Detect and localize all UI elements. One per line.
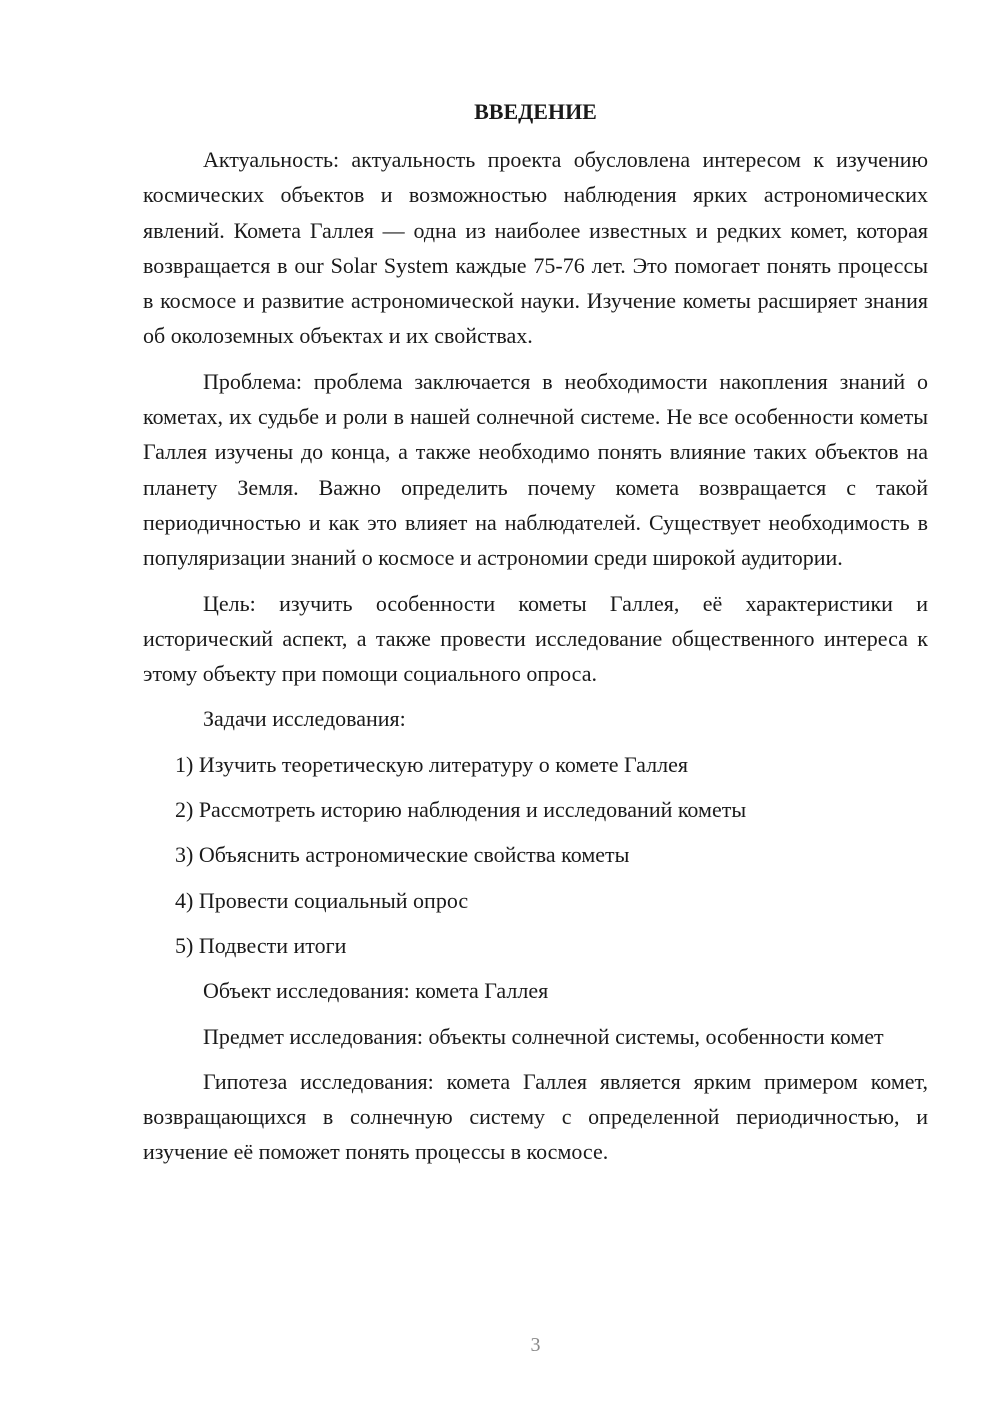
hypothesis-paragraph: Гипотеза исследования: комета Галлея является ярким примером комет, возвращающихся в солнечную систему с определенной периодичностью, и изучение её поможет понять процессы в космосе.: [143, 1068, 928, 1165]
task-item-1: 1) Изучить теоретическую литературу о комете Галлея: [175, 751, 688, 777]
task-item-5: 5) Подвести итоги: [175, 932, 347, 958]
page-number: 3: [530, 1334, 541, 1356]
document-page: [143, 0, 928, 1414]
page-title: ВВЕДЕНИЕ: [474, 99, 597, 124]
object-paragraph: Объект исследования: комета Галлея: [203, 978, 549, 1004]
task-list: [143, 747, 928, 963]
subject-paragraph: Предмет исследования: объекты солнечной системы, особенности комет: [203, 1023, 884, 1049]
goal-paragraph: Цель: изучить особенности кометы Галлея, её характеристики и исторический аспект, а также провести исследование общественного интереса к этому объекту при помощи социального опроса.: [143, 590, 928, 687]
relevance-paragraph: Актуальность: актуальность проекта обусловлена интересом к изучению космических объектов и возможностью наблюдения ярких астрономических явлений. Комета Галлея — одна из наиболее известных и редких комет, которая возвращается в our Solar System каждые 75-76 лет. Это помогает понять процессы в космосе и развитие астрономической науки. Изучение кометы расширяет знания об околоземных объектах и их свойствах.: [143, 147, 928, 349]
tasks-heading: Задачи исследования:: [203, 706, 406, 732]
task-item-2: 2) Рассмотреть историю наблюдения и исследований кометы: [175, 797, 747, 823]
document-body: [143, 142, 928, 1180]
task-item-3: 3) Объяснить астрономические свойства кометы: [175, 842, 630, 868]
problem-paragraph: Проблема: проблема заключается в необходимости накопления знаний о кометах, их судьбе и роли в нашей солнечной системе. Не все особенности кометы Галлея изучены до конца, а также необходимо понять влияние таких объектов на планету Земля. Важно определить почему комета возвращается с такой периодичностью и как это влияет на наблюдателей. Существует необходимость в популяризации знаний о космосе и астрономии среди широкой аудитории.: [143, 368, 928, 571]
task-item-4: 4) Провести социальный опрос: [175, 887, 469, 913]
